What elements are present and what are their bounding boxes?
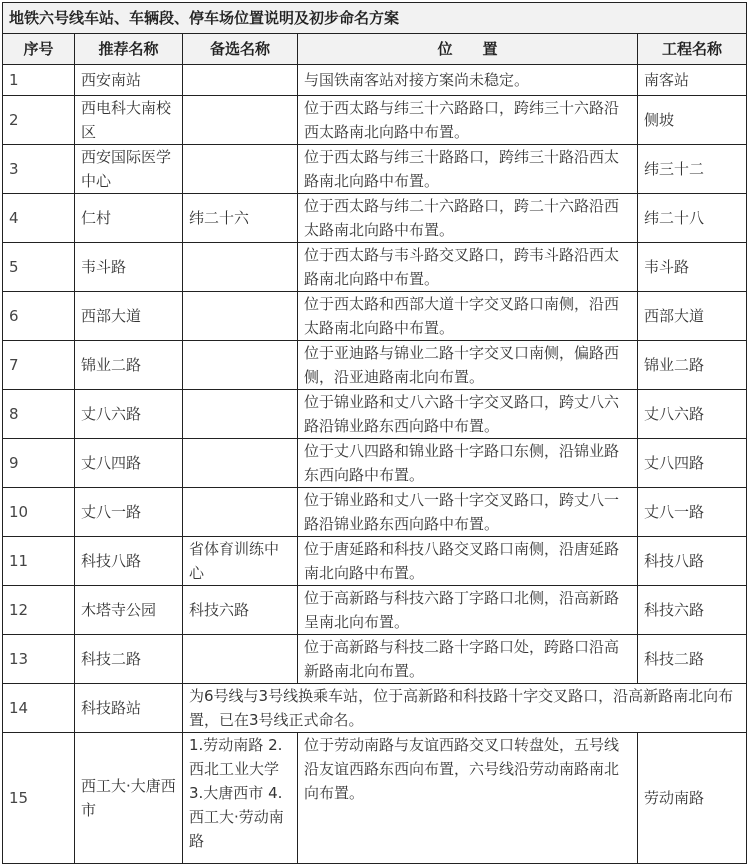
cell-index: 5 xyxy=(3,243,75,292)
table-row xyxy=(3,684,747,733)
table-row xyxy=(3,194,747,243)
cell-alternative xyxy=(183,390,298,439)
table-row xyxy=(3,635,747,684)
cell-project: 侧坡 xyxy=(638,96,747,145)
cell-recommended: 丈八六路 xyxy=(75,390,183,439)
cell-index: 4 xyxy=(3,194,75,243)
table-row xyxy=(3,243,747,292)
table-row xyxy=(3,439,747,488)
cell-position: 位于西太路与纬三十六路路口，跨纬三十六路沿西太路南北向路中布置。 xyxy=(298,96,638,145)
table-row xyxy=(3,488,747,537)
cell-index: 13 xyxy=(3,635,75,684)
header-position-a: 位 xyxy=(437,40,453,58)
header-recommended-name: 推荐名称 xyxy=(75,34,183,65)
cell-index: 8 xyxy=(3,390,75,439)
cell-alternative xyxy=(183,488,298,537)
cell-recommended: 西工大·大唐西市 xyxy=(75,733,183,864)
cell-recommended: 丈八一路 xyxy=(75,488,183,537)
cell-index: 11 xyxy=(3,537,75,586)
table-row xyxy=(3,537,747,586)
cell-recommended: 西部大道 xyxy=(75,292,183,341)
cell-alternative xyxy=(183,341,298,390)
cell-project: 南客站 xyxy=(638,65,747,96)
cell-alternative xyxy=(183,635,298,684)
cell-position: 位于丈八四路和锦业路十字路口东侧，沿锦业路东西向路中布置。 xyxy=(298,439,638,488)
cell-recommended: 韦斗路 xyxy=(75,243,183,292)
cell-alternative xyxy=(183,65,298,96)
cell-position: 位于高新路与科技二路十字路口处，跨路口沿高新路南北向布置。 xyxy=(298,635,638,684)
table-row xyxy=(3,586,747,635)
cell-recommended: 西电科大南校区 xyxy=(75,96,183,145)
cell-index: 6 xyxy=(3,292,75,341)
table-row xyxy=(3,65,747,96)
cell-position: 位于西太路与纬三十路路口，跨纬三十路沿西太路南北向路中布置。 xyxy=(298,145,638,194)
table-row xyxy=(3,292,747,341)
cell-index: 9 xyxy=(3,439,75,488)
cell-recommended: 西安国际医学中心 xyxy=(75,145,183,194)
cell-alternative: 科技六路 xyxy=(183,586,298,635)
cell-index: 12 xyxy=(3,586,75,635)
cell-position: 位于劳动南路与友谊西路交叉口转盘处，五号线沿友谊西路东西向布置，六号线沿劳动南路南北向布置。 xyxy=(298,733,638,864)
cell-project: 锦业二路 xyxy=(638,341,747,390)
cell-recommended: 木塔寺公园 xyxy=(75,586,183,635)
cell-position: 位于锦业路和丈八六路十字交叉路口，跨丈八六路沿锦业路东西向路中布置。 xyxy=(298,390,638,439)
cell-position: 位于西太路与韦斗路交叉路口，跨韦斗路沿西太路南北向路中布置。 xyxy=(298,243,638,292)
station-naming-table xyxy=(2,2,747,864)
cell-alternative: 1.劳动南路 2.西北工业大学3.大唐西市 4.西工大·劳动南路 xyxy=(183,733,298,864)
cell-project: 丈八四路 xyxy=(638,439,747,488)
header-index: 序号 xyxy=(3,34,75,65)
cell-position: 位于锦业路和丈八一路十字交叉路口，跨丈八一路沿锦业路东西向路中布置。 xyxy=(298,488,638,537)
cell-project: 科技六路 xyxy=(638,586,747,635)
cell-alternative xyxy=(183,243,298,292)
cell-project: 科技二路 xyxy=(638,635,747,684)
cell-project: 纬三十二 xyxy=(638,145,747,194)
cell-recommended: 丈八四路 xyxy=(75,439,183,488)
cell-project: 丈八一路 xyxy=(638,488,747,537)
table-row xyxy=(3,145,747,194)
table-row xyxy=(3,390,747,439)
cell-project: 韦斗路 xyxy=(638,243,747,292)
cell-alternative xyxy=(183,96,298,145)
table-header-row xyxy=(3,34,747,65)
cell-position: 与国铁南客站对接方案尚未稳定。 xyxy=(298,65,638,96)
cell-recommended: 仁村 xyxy=(75,194,183,243)
cell-project: 西部大道 xyxy=(638,292,747,341)
table-row xyxy=(3,96,747,145)
cell-position: 位于唐延路和科技八路交叉路口南侧，沿唐延路南北向路中布置。 xyxy=(298,537,638,586)
table-title: 地铁六号线车站、车辆段、停车场位置说明及初步命名方案 xyxy=(3,3,747,34)
cell-index: 2 xyxy=(3,96,75,145)
cell-project: 纬二十八 xyxy=(638,194,747,243)
cell-recommended: 锦业二路 xyxy=(75,341,183,390)
cell-position: 位于西太路与纬二十六路路口，跨二十六路沿西太路南北向路中布置。 xyxy=(298,194,638,243)
cell-recommended: 科技路站 xyxy=(75,684,183,733)
cell-project: 科技八路 xyxy=(638,537,747,586)
cell-alternative xyxy=(183,292,298,341)
header-project-name: 工程名称 xyxy=(638,34,747,65)
cell-index: 10 xyxy=(3,488,75,537)
table-row xyxy=(3,733,747,864)
cell-alternative xyxy=(183,439,298,488)
header-position xyxy=(298,34,638,65)
cell-recommended: 科技二路 xyxy=(75,635,183,684)
cell-position: 位于亚迪路与锦业二路十字交叉口南侧，偏路西侧，沿亚迪路南北向布置。 xyxy=(298,341,638,390)
cell-position: 位于西太路和西部大道十字交叉路口南侧，沿西太路南北向路中布置。 xyxy=(298,292,638,341)
cell-index: 15 xyxy=(3,733,75,864)
cell-index: 3 xyxy=(3,145,75,194)
cell-merged-note: 为6号线与3号线换乘车站，位于高新路和科技路十字交叉路口，沿高新路南北向布置，已在3号线正式命名。 xyxy=(183,684,747,733)
cell-index: 1 xyxy=(3,65,75,96)
cell-recommended: 科技八路 xyxy=(75,537,183,586)
cell-index: 14 xyxy=(3,684,75,733)
table-title-row xyxy=(3,3,747,34)
header-position-b: 置 xyxy=(482,40,498,58)
cell-recommended: 西安南站 xyxy=(75,65,183,96)
cell-alternative xyxy=(183,145,298,194)
table-row xyxy=(3,341,747,390)
cell-project: 丈八六路 xyxy=(638,390,747,439)
cell-alternative: 纬二十六 xyxy=(183,194,298,243)
cell-project: 劳动南路 xyxy=(638,733,747,864)
header-alternative-name: 备选名称 xyxy=(183,34,298,65)
cell-alternative: 省体育训练中心 xyxy=(183,537,298,586)
cell-index: 7 xyxy=(3,341,75,390)
cell-position: 位于高新路与科技六路丁字路口北侧，沿高新路呈南北向布置。 xyxy=(298,586,638,635)
